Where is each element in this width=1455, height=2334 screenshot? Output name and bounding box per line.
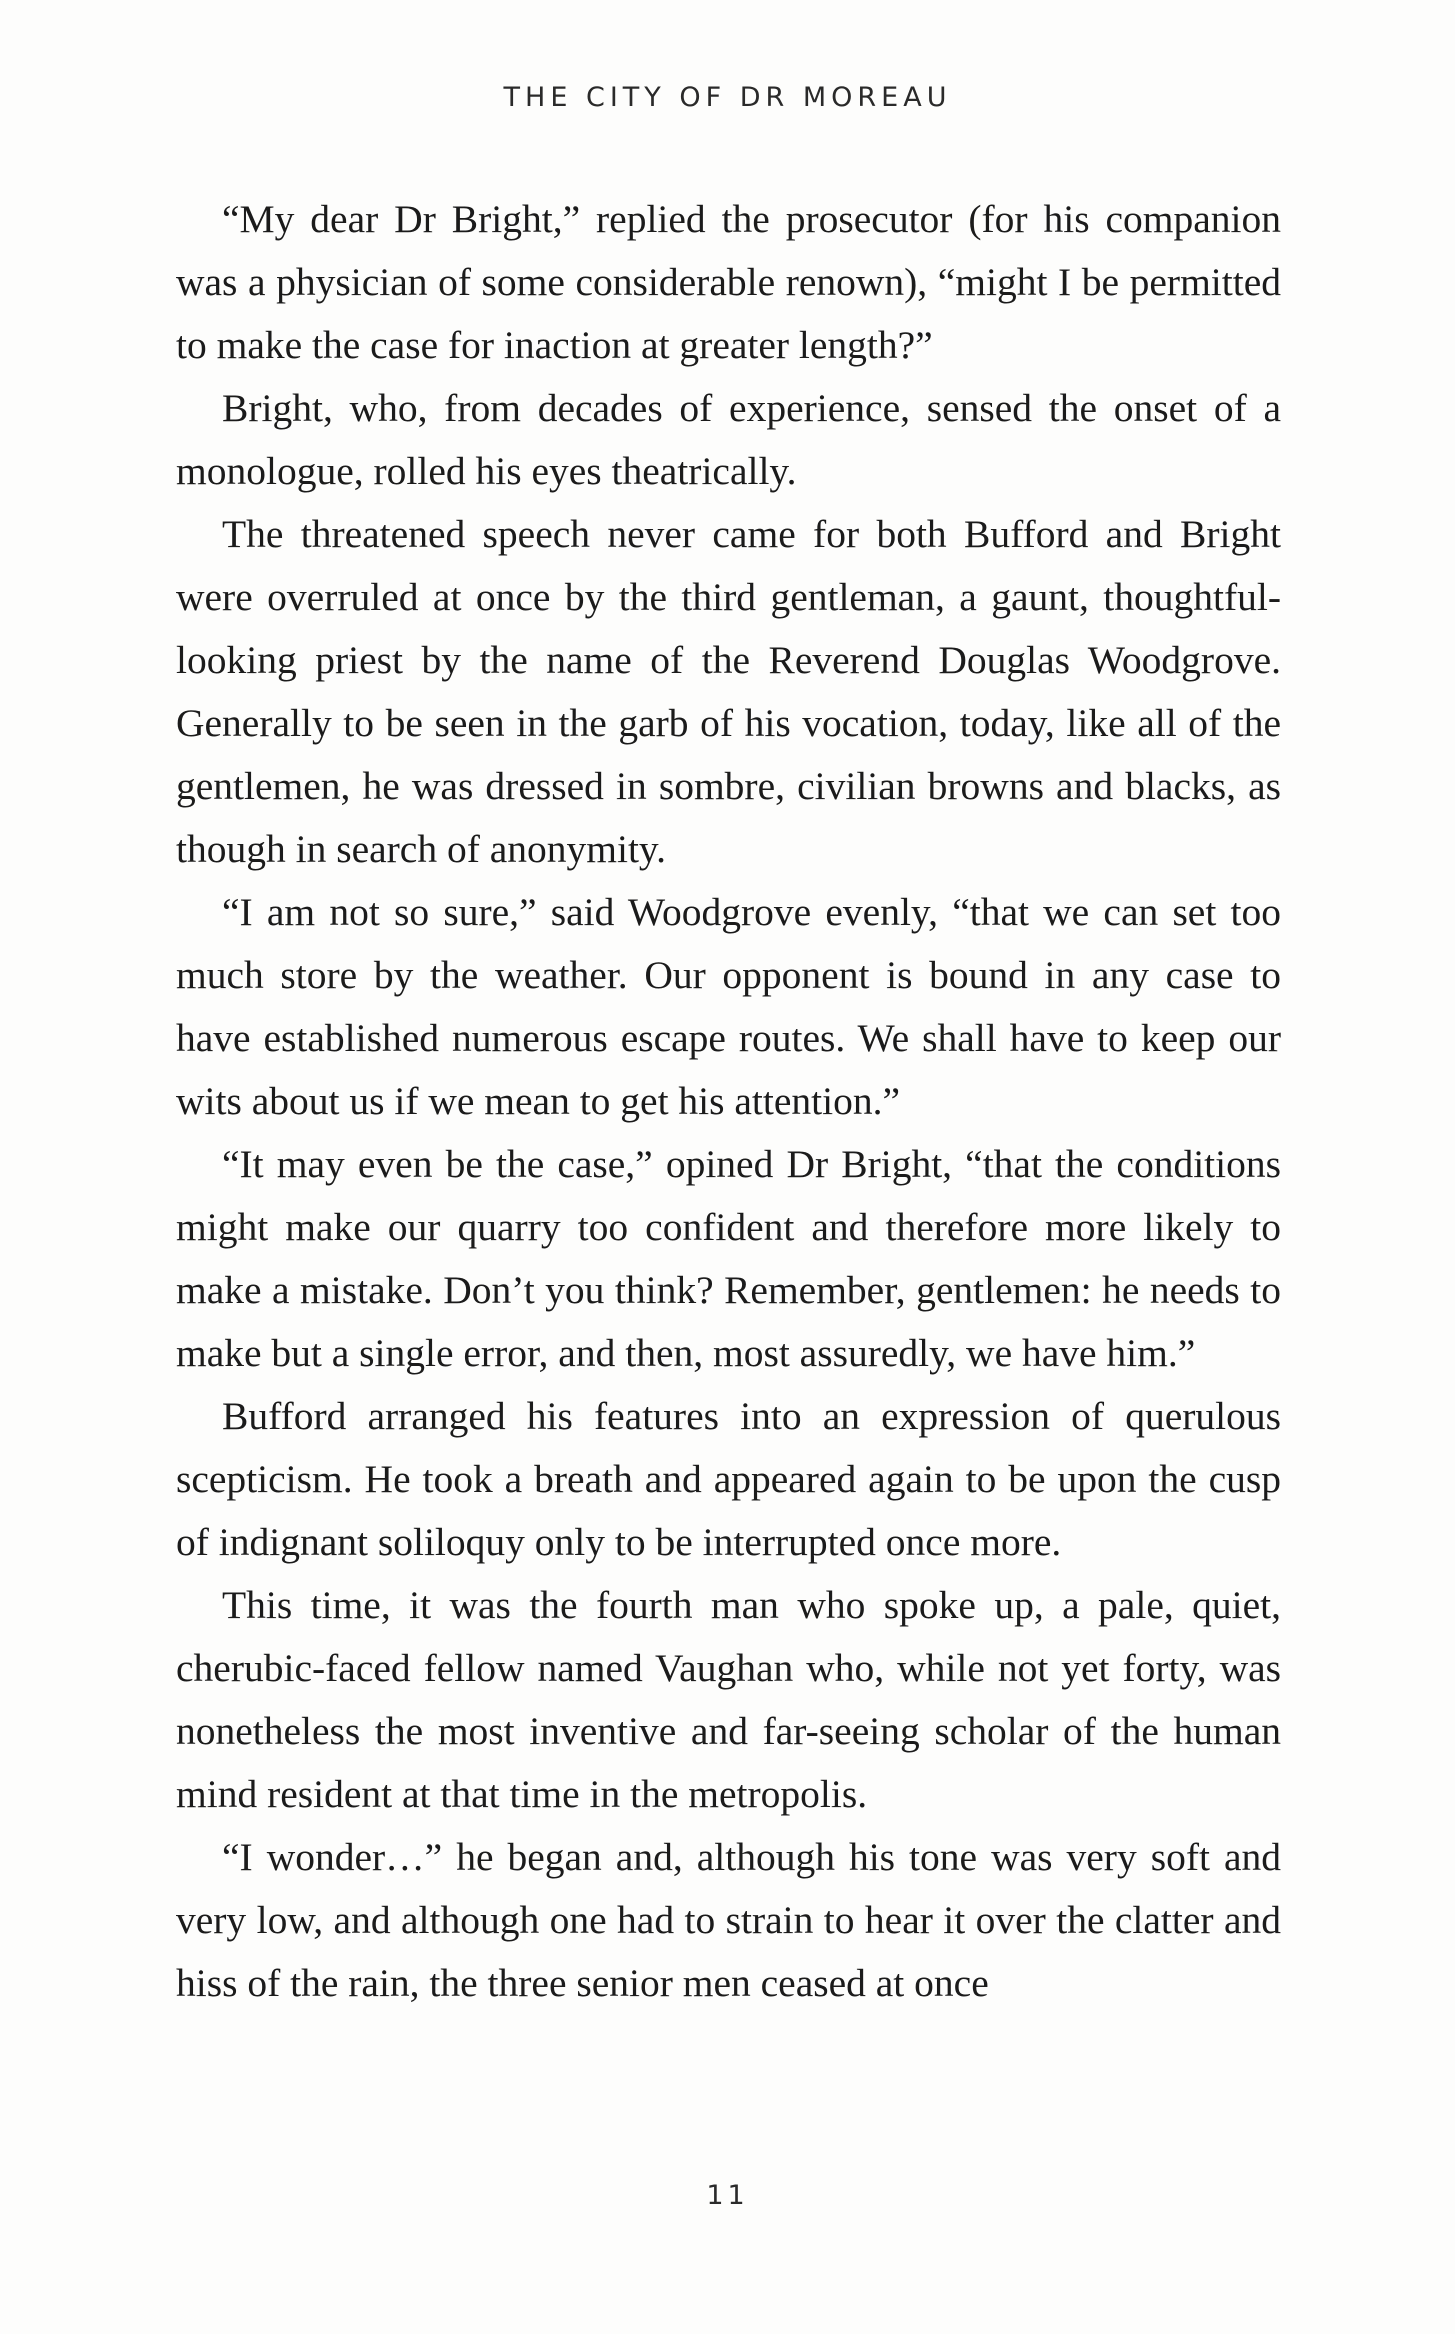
paragraph: The threatened speech never came for both Bufford and Bright were overruled at once by the third gentleman, a gaunt, thoughtful-looking priest by the name of the Reverend Douglas Woodgrove. Generally to be seen in the garb of his vocation, today, like all of the gentlemen, he was dressed in sombre, civilian browns and blacks, as though in search of anonymity. <box>176 512 1281 871</box>
paragraph: This time, it was the fourth man who spoke up, a pale, quiet, cherubic-faced fellow named Vaughan who, while not yet forty, was nonetheless the most inventive and far-seeing scholar of the human mind resident at that time in the metropolis. <box>176 1583 1281 1816</box>
paragraph: “I am not so sure,” said Woodgrove evenly, “that we can set too much store by the weather. Our opponent is bound in any case to have established numerous escape routes. We shall have to keep our wits about us if we mean to get his attention.” <box>176 890 1281 1123</box>
paragraph: “It may even be the case,” opined Dr Bright, “that the conditions might make our quarry too confident and therefore more likely to make a mistake. Don’t you think? Remember, gentlemen: he needs to make but a single error, and then, most assuredly, we have him.” <box>176 1142 1281 1375</box>
paragraph: “My dear Dr Bright,” replied the prosecutor (for his companion was a physician of some considerable renown), “might I be permitted to make the case for inaction at greater length?” <box>176 197 1281 367</box>
running-head: THE CITY OF DR MOREAU <box>503 82 952 113</box>
paragraph: Bufford arranged his features into an expression of querulous scepticism. He took a breath and appeared again to be upon the cusp of indignant soliloquy only to be interrupted once more. <box>176 1394 1281 1564</box>
page-number: 11 <box>706 2180 749 2211</box>
body-text <box>176 188 1281 2015</box>
paragraph: Bright, who, from decades of experience, sensed the onset of a monologue, rolled his eyes theatrically. <box>176 386 1281 493</box>
paragraph: “I wonder…” he began and, although his tone was very soft and very low, and although one had to strain to hear it over the clatter and hiss of the rain, the three senior men ceased at once <box>176 1835 1281 2005</box>
